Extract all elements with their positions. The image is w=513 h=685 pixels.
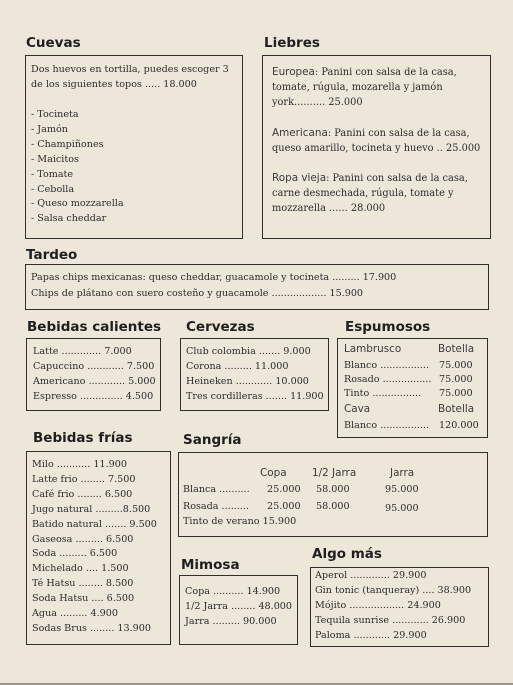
list-item: - Salsa cheddar xyxy=(31,213,107,225)
mimosa-box xyxy=(179,575,298,645)
botella-header: Botella xyxy=(438,403,475,415)
list-item: Gin tonic (tanqueray) .... 38.900 xyxy=(315,584,472,596)
item-price: 120.000 xyxy=(439,420,479,431)
list-item: Heineken ............ 10.000 xyxy=(186,375,309,387)
item-price: 75.000 xyxy=(439,388,473,399)
item-description: carne desmechada, rúgula, tomate y xyxy=(272,188,454,200)
list-item: Tequila sunrise ............ 26.900 xyxy=(315,614,466,626)
item-description: queso amarillo, tocineta y huevo .. 25.000 xyxy=(272,143,481,155)
botella-header: Botella xyxy=(438,343,475,355)
column-header-jarra: Jarra xyxy=(390,467,415,479)
item-price: york.......... 25.000 xyxy=(272,97,363,109)
list-item: Jugo natural .........8.500 xyxy=(32,503,151,515)
table-cell: 58.000 xyxy=(316,501,350,512)
column-header-copa: Copa xyxy=(260,467,287,479)
item-name: Europea xyxy=(272,66,315,78)
list-item: Latte frio ........ 7.500 xyxy=(32,473,136,485)
section-title-sangria: Sangría xyxy=(183,432,242,448)
sangria-box xyxy=(178,452,488,537)
liebres-box xyxy=(262,55,491,239)
list-item: Chips de plátano con suero costeño y guacamole .................. 15.900 xyxy=(31,288,364,299)
list-item: Copa .......... 14.900 xyxy=(185,586,281,597)
item-price: mozzarella ...... 28.000 xyxy=(272,203,386,215)
list-item: - Queso mozzarella xyxy=(31,198,124,210)
list-item: Tres cordilleras ....... 11.900 xyxy=(186,390,324,402)
cuevas-intro-line-2: de los siguientes topos ..... 18.000 xyxy=(31,79,197,90)
row-label: Rosada ......... xyxy=(183,501,249,512)
list-item: - Jamón xyxy=(31,123,68,135)
algo-mas-box xyxy=(310,567,489,647)
item-description: : Panini con salsa de la casa, xyxy=(326,173,468,184)
item-name: Americana xyxy=(272,127,328,139)
item-name: Ropa vieja xyxy=(272,172,327,184)
list-item: Agua ......... 4.900 xyxy=(32,608,118,620)
menu-item-ropa-vieja xyxy=(272,171,468,217)
section-title-algo-mas: Algo más xyxy=(312,546,382,562)
row-label: Blanca .......... xyxy=(183,484,250,495)
section-title-tardeo: Tardeo xyxy=(26,247,78,263)
list-item: Paloma ............ 29.900 xyxy=(315,629,427,641)
table-cell: 58.000 xyxy=(316,484,350,495)
cervezas-box xyxy=(180,338,329,411)
list-item: Capuccino ............ 7.500 xyxy=(33,360,155,372)
list-item: Soda Hatsu .... 6.500 xyxy=(32,593,135,605)
table-row: Blanco ................ xyxy=(344,420,430,431)
cava-header: Cava xyxy=(344,403,371,415)
list-item: Corona ......... 11.000 xyxy=(186,360,289,372)
lambrusco-header: Lambrusco xyxy=(344,343,402,355)
list-item: Mójito .................. 24.900 xyxy=(315,599,441,611)
section-title-cuevas: Cuevas xyxy=(26,35,81,51)
list-item: - Champiñones xyxy=(31,138,104,150)
list-item: Milo ........... 11.900 xyxy=(32,459,127,470)
table-row: Blanco ................ xyxy=(344,360,430,371)
list-item: Espresso .............. 4.500 xyxy=(33,390,154,402)
list-item: - Maicitos xyxy=(31,153,79,165)
table-cell: 95.000 xyxy=(385,484,419,495)
list-item: Americano ............ 5.000 xyxy=(33,375,156,387)
section-title-mimosa: Mimosa xyxy=(181,557,240,573)
tardeo-box xyxy=(25,264,489,310)
item-description: : Panini con salsa de la casa, xyxy=(314,67,457,78)
list-item: Tinto de verano 15.900 xyxy=(183,516,297,527)
list-item: Aperol ............. 29.900 xyxy=(315,570,427,581)
table-cell: 25.000 xyxy=(267,484,301,495)
list-item: Café frio ........ 6.500 xyxy=(32,488,133,500)
list-item: - Cebolla xyxy=(31,183,75,195)
table-row: Tinto ................ xyxy=(344,388,422,399)
cuevas-topping-list xyxy=(31,108,124,227)
table-row: Rosado ................ xyxy=(344,374,432,385)
section-title-liebres: Liebres xyxy=(264,35,320,51)
list-item: Batido natural ....... 9.500 xyxy=(32,518,157,530)
section-title-espumosos: Espumosos xyxy=(345,319,431,335)
list-item: - Tocineta xyxy=(31,109,79,120)
espumosos-box xyxy=(337,338,488,438)
cuevas-box xyxy=(25,55,243,239)
list-item: - Tomate xyxy=(31,168,74,180)
table-cell: 95.000 xyxy=(385,503,419,514)
bebidas-frias-box xyxy=(26,451,171,645)
item-price: 75.000 xyxy=(439,360,473,371)
list-item: 1/2 Jarra ........ 48.000 xyxy=(185,600,293,612)
list-item: Sodas Brus ........ 13.900 xyxy=(32,622,151,634)
list-item: Jarra ......... 90.000 xyxy=(185,615,277,627)
item-description: tomate, rúgula, mozarella y jamón xyxy=(272,82,443,94)
menu-item-americana xyxy=(272,126,480,156)
table-cell: 25.000 xyxy=(267,501,301,512)
list-item: Gaseosa ......... 6.500 xyxy=(32,533,134,545)
list-item: Té Hatsu ........ 8.500 xyxy=(32,578,134,590)
section-title-cervezas: Cervezas xyxy=(186,319,255,335)
list-item: Latte ............. 7.000 xyxy=(33,346,132,357)
menu-item-europea xyxy=(272,65,457,111)
list-item: Papas chips mexicanas: queso cheddar, guacamole y tocineta ......... 17.900 xyxy=(31,272,397,283)
bebidas-calientes-box xyxy=(26,338,161,411)
column-header-media-jarra: 1/2 Jarra xyxy=(312,467,357,479)
section-title-bebidas-calientes: Bebidas calientes xyxy=(27,319,162,335)
item-description: : Panini con salsa de la casa, xyxy=(327,128,470,139)
cuevas-intro-line-1: Dos huevos en tortilla, puedes escoger 3 xyxy=(31,64,229,75)
item-price: 75.000 xyxy=(439,374,473,385)
list-item: Club colombia ....... 9.000 xyxy=(186,346,311,357)
section-title-bebidas-frias: Bebidas frías xyxy=(33,430,133,446)
list-item: Michelado .... 1.500 xyxy=(32,563,129,575)
list-item: Soda ......... 6.500 xyxy=(32,548,118,560)
